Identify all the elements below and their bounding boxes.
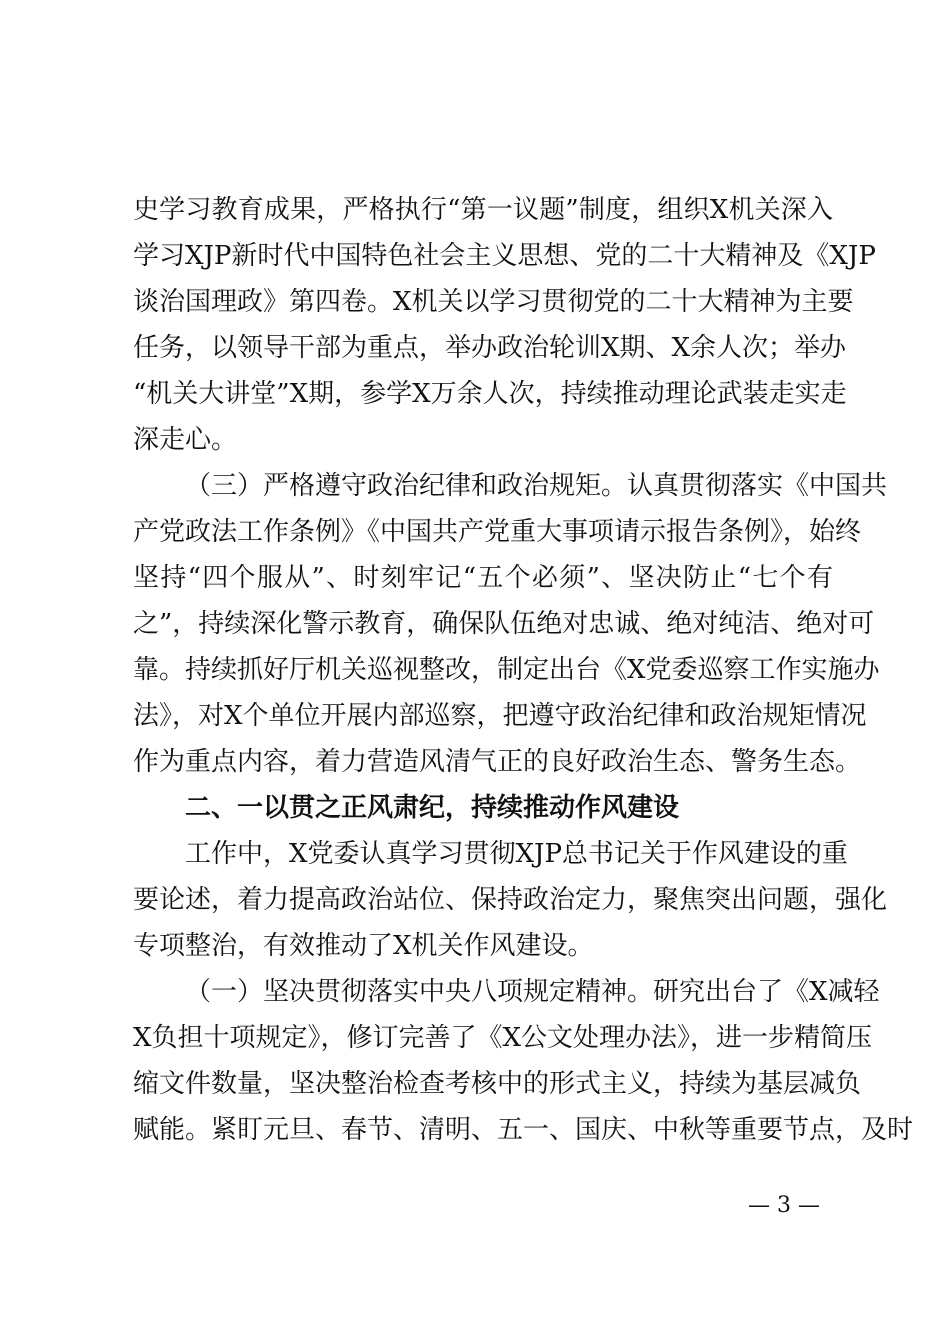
body-line: 缩文件数量，坚决整治检查考核中的形式主义，持续为基层减负 [133, 1069, 862, 1099]
body-line: 任务，以领导干部为重点，举办政治轮训X期、X余人次；举办 [133, 333, 847, 363]
body-line: 学习XJP新时代中国特色社会主义思想、党的二十大精神及《XJP [133, 241, 876, 271]
body-line: 史学习教育成果，严格执行“第一议题”制度，组织X机关深入 [133, 195, 833, 225]
body-line: X负担十项规定》，修订完善了《X公文处理办法》，进一步精简压 [133, 1023, 873, 1053]
body-line: 谈治国理政》第四卷。X机关以学习贯彻党的二十大精神为主要 [133, 287, 854, 317]
body-line: 要论述，着力提高政治站位、保持政治定力，聚焦突出问题，强化 [133, 885, 888, 915]
body-line: 法》，对X个单位开展内部巡察，把遵守政治纪律和政治规矩情况 [133, 701, 867, 731]
body-line: 产党政法工作条例》《中国共产党重大事项请示报告条例》，始终 [133, 517, 862, 547]
body-line: 之”，持续深化警示教育，确保队伍绝对忠诚、绝对纯洁、绝对可 [133, 609, 875, 639]
body-line: “机关大讲堂”X期，参学X万余人次，持续推动理论武装走实走 [133, 379, 847, 409]
page-number: — 3 — [748, 1193, 820, 1218]
body-line: 靠。持续抓好厅机关巡视整改，制定出台《X党委巡察工作实施办 [133, 655, 880, 685]
body-line: 工作中，X党委认真学习贯彻XJP总书记关于作风建设的重 [185, 839, 848, 869]
body-line: 专项整治，有效推动了X机关作风建设。 [133, 931, 594, 961]
body-line: 作为重点内容，着力营造风清气正的良好政治生态、警务生态。 [133, 747, 862, 777]
subsection-line: （三）严格遵守政治纪律和政治规矩。认真贯彻落实《中国共 [185, 471, 888, 501]
body-line: 深走心。 [133, 425, 238, 455]
section-heading: 二、一以贯之正风肃纪，持续推动作风建设 [185, 793, 680, 823]
body-line: 坚持“四个服从”、时刻牢记“五个必须”、坚决防止“七个有 [133, 563, 833, 593]
subsection-line: （一）坚决贯彻落实中央八项规定精神。研究出台了《X减轻 [185, 977, 880, 1007]
body-line: 赋能。紧盯元旦、春节、清明、五一、国庆、中秋等重要节点，及时 [133, 1115, 914, 1145]
